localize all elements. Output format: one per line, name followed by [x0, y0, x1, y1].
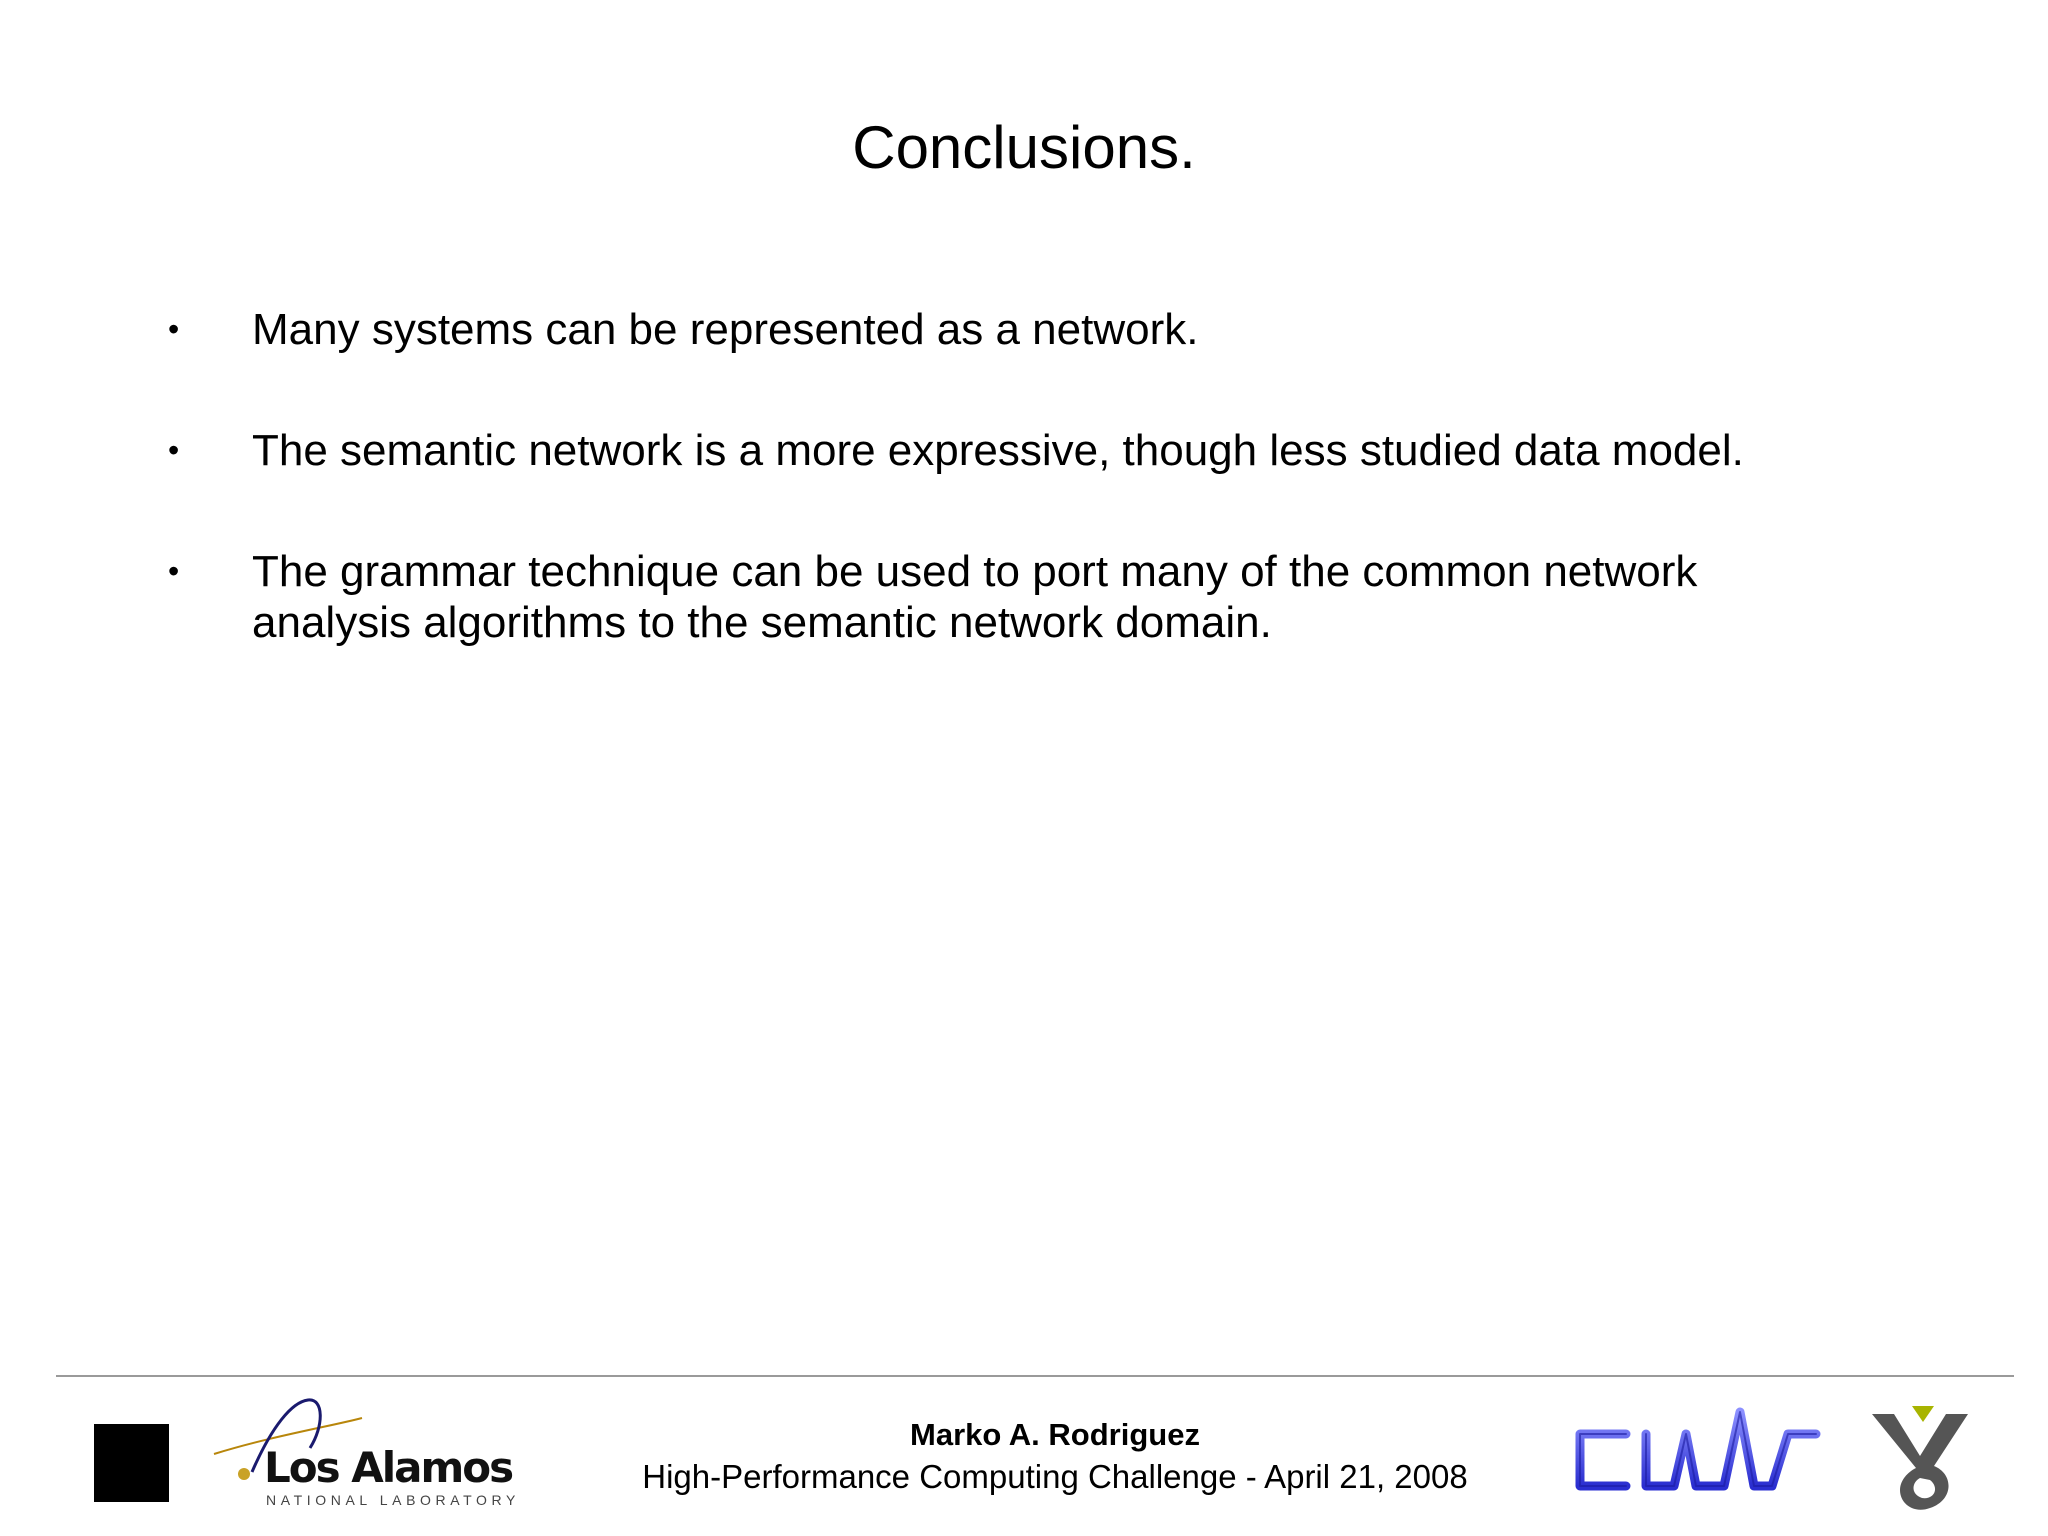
slide-title: Conclusions.	[852, 114, 1196, 181]
footer-divider	[56, 1375, 2014, 1377]
vub-logo-icon	[1864, 1404, 1976, 1516]
bullet-dot-icon: •	[168, 311, 180, 347]
bullet-text: Many systems can be represented as a network.	[252, 305, 1199, 354]
cwi-logo-icon	[1574, 1404, 1824, 1496]
national-laboratory-label: NATIONAL LABORATORY	[266, 1492, 520, 1508]
bullet-dot-icon: •	[168, 553, 180, 589]
black-square-logo-icon	[94, 1424, 169, 1502]
bullet-text: The semantic network is a more expressive, though less studied data model.	[252, 426, 1744, 475]
bullet-item	[168, 546, 1868, 648]
los-alamos-logo	[212, 1396, 520, 1520]
bullet-list	[168, 304, 1868, 718]
bullet-text: The grammar technique can be used to port many of the common network analysis algorithms to the semantic network domain.	[252, 547, 1698, 647]
bullet-item	[168, 304, 1868, 355]
footer-event: High-Performance Computing Challenge - April 21, 2008	[642, 1458, 1468, 1495]
bullet-item	[168, 425, 1868, 476]
bullet-dot-icon: •	[168, 432, 180, 468]
footer-author: Marko A. Rodriguez	[910, 1417, 1200, 1452]
los-alamos-wordmark: Los Alamos	[264, 1443, 513, 1492]
